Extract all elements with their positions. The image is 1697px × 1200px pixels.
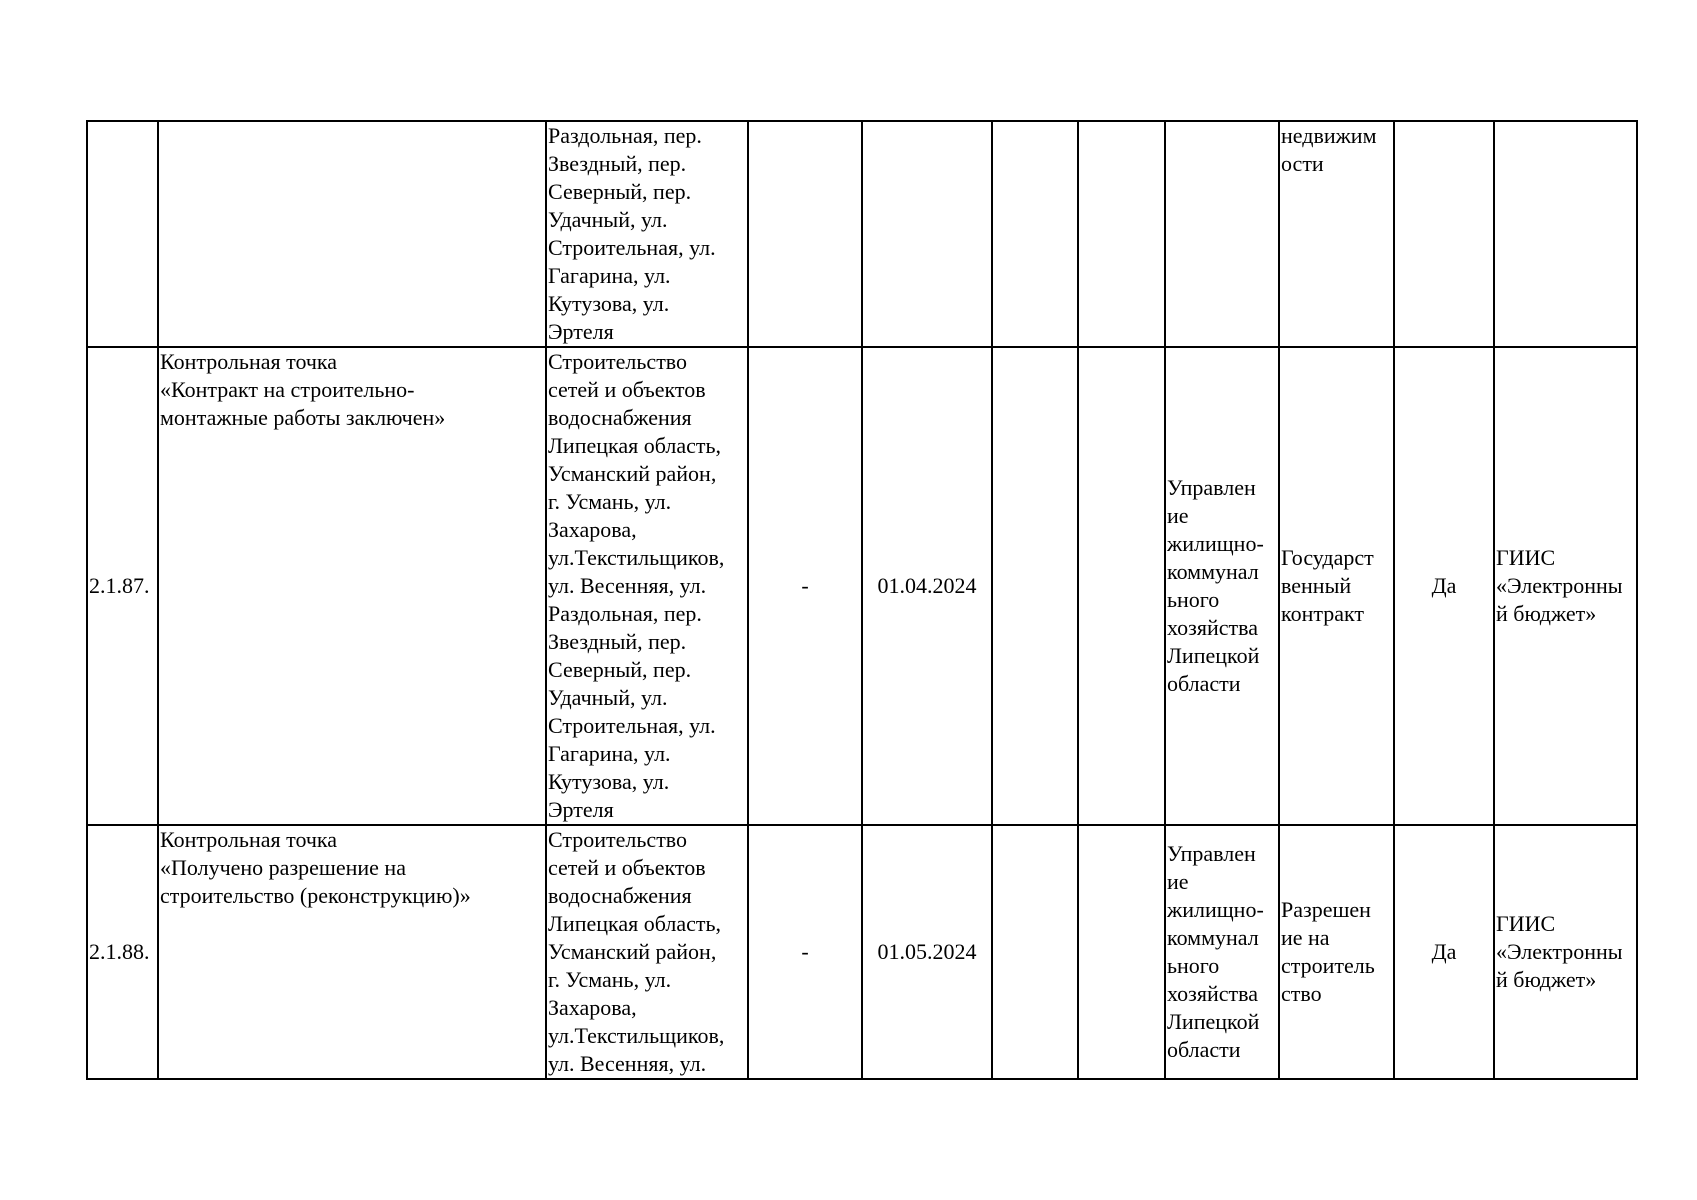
cell-responsible-line: хозяйства xyxy=(1167,615,1258,640)
cell-address-line: г. Усмань, ул. xyxy=(548,489,672,514)
cell-address-line: Усманский район, xyxy=(548,461,717,486)
cell-flag: Да xyxy=(1394,825,1494,1079)
cell-address-line: ул. Весенняя, ул. xyxy=(548,1051,707,1076)
cell-address-line: водоснабжения xyxy=(548,883,692,908)
cell-start-date xyxy=(748,121,862,347)
cell-title-line: Контрольная точка xyxy=(160,349,338,374)
cell-flag: Да xyxy=(1394,347,1494,825)
cell-document xyxy=(1279,347,1394,825)
cell-address-line: г. Усмань, ул. xyxy=(548,967,672,992)
cell-responsible-line: ие xyxy=(1167,503,1189,528)
cell-responsible-line: ие xyxy=(1167,869,1189,894)
cell-system-line: й бюджет» xyxy=(1496,601,1597,626)
cell-number: 2.1.87. xyxy=(87,347,158,825)
cell-system-line: ГИИС xyxy=(1496,545,1556,570)
cell-title-line: «Контракт на строительно- xyxy=(160,377,415,402)
cell-address-line: Эртеля xyxy=(548,319,614,344)
cell-document-line: венный xyxy=(1281,573,1352,598)
cell-address-line: Звездный, пер. xyxy=(548,151,687,176)
cell-address-line: Липецкая область, xyxy=(548,911,722,936)
table-row xyxy=(87,121,1637,347)
cell-system xyxy=(1494,347,1637,825)
cell-empty-7 xyxy=(1078,825,1165,1079)
cell-address-line: Раздольная, пер. xyxy=(548,123,702,148)
cell-start-date: - xyxy=(748,825,862,1079)
cell-address xyxy=(546,347,748,825)
cell-address-line: Усманский район, xyxy=(548,939,717,964)
cell-address-line: Звездный, пер. xyxy=(548,629,687,654)
cell-title xyxy=(158,121,546,347)
cell-responsible-line: коммунал xyxy=(1167,559,1259,584)
cell-address-line: Раздольная, пер. xyxy=(548,601,702,626)
cell-responsible xyxy=(1165,347,1279,825)
cell-address-line: Строительная, ул. xyxy=(548,713,716,738)
cell-address-line: Захарова, xyxy=(548,995,637,1020)
cell-empty-6 xyxy=(992,347,1078,825)
cell-title-line: монтажные работы заключен» xyxy=(160,405,446,430)
cell-system xyxy=(1494,121,1637,347)
cell-responsible-line: Липецкой xyxy=(1167,1009,1260,1034)
cell-number: 2.1.88. xyxy=(87,825,158,1079)
cell-address xyxy=(546,825,748,1079)
cell-responsible-line: Липецкой xyxy=(1167,643,1260,668)
cell-system-line: «Электронны xyxy=(1496,939,1623,964)
table-row xyxy=(87,825,1637,1079)
cell-responsible-line: хозяйства xyxy=(1167,981,1258,1006)
table-row xyxy=(87,347,1637,825)
cell-system-line: «Электронны xyxy=(1496,573,1623,598)
cell-system-line: й бюджет» xyxy=(1496,967,1597,992)
cell-title xyxy=(158,825,546,1079)
cell-responsible xyxy=(1165,825,1279,1079)
cell-responsible-line: коммунал xyxy=(1167,925,1259,950)
cell-address-line: ул.Текстильщиков, xyxy=(548,1023,725,1048)
cell-start-date: - xyxy=(748,347,862,825)
cell-address-line: Гагарина, ул. xyxy=(548,263,671,288)
cell-document-line: контракт xyxy=(1281,601,1365,626)
cell-address-line: ул.Текстильщиков, xyxy=(548,545,725,570)
cell-number xyxy=(87,121,158,347)
cell-address-line: Липецкая область, xyxy=(548,433,722,458)
cell-address-line: Кутузова, ул. xyxy=(548,769,670,794)
cell-address xyxy=(546,121,748,347)
cell-empty-7 xyxy=(1078,347,1165,825)
cell-document-line: недвижим xyxy=(1281,123,1377,148)
cell-responsible-line: жилищно- xyxy=(1167,531,1264,556)
cell-title xyxy=(158,347,546,825)
cell-document xyxy=(1279,825,1394,1079)
cell-system-line: ГИИС xyxy=(1496,911,1556,936)
cell-responsible-line: области xyxy=(1167,1037,1241,1062)
cell-address-line: Северный, пер. xyxy=(548,179,692,204)
table-body xyxy=(87,121,1637,1079)
cell-address-line: сетей и объектов xyxy=(548,855,706,880)
cell-empty-6 xyxy=(992,121,1078,347)
cell-title-line: «Получено разрешение на xyxy=(160,855,406,880)
cell-responsible-line: ьного xyxy=(1167,587,1220,612)
cell-responsible xyxy=(1165,121,1279,347)
cell-address-line: Эртеля xyxy=(548,797,614,822)
cell-address-line: Кутузова, ул. xyxy=(548,291,670,316)
cell-address-line: Удачный, ул. xyxy=(548,207,668,232)
cell-responsible-line: жилищно- xyxy=(1167,897,1264,922)
cell-address-line: Гагарина, ул. xyxy=(548,741,671,766)
cell-end-date: 01.04.2024 xyxy=(862,347,992,825)
cell-address-line: Строительная, ул. xyxy=(548,235,716,260)
cell-title-line: строительство (реконструкцию)» xyxy=(160,883,471,908)
cell-document-line: Разрешен xyxy=(1281,897,1371,922)
cell-document-line: ство xyxy=(1281,981,1322,1006)
cell-flag xyxy=(1394,121,1494,347)
cell-document-line: ие на xyxy=(1281,925,1330,950)
cell-address-line: Захарова, xyxy=(548,517,637,542)
cell-document xyxy=(1279,121,1394,347)
cell-address-line: Северный, пер. xyxy=(548,657,692,682)
cell-system xyxy=(1494,825,1637,1079)
cell-responsible-line: Управлен xyxy=(1167,841,1256,866)
cell-title-line: Контрольная точка xyxy=(160,827,338,852)
cell-empty-7 xyxy=(1078,121,1165,347)
cell-responsible-line: Управлен xyxy=(1167,475,1256,500)
cell-address-line: Удачный, ул. xyxy=(548,685,668,710)
cell-address-line: Строительство xyxy=(548,827,688,852)
cell-address-line: Строительство xyxy=(548,349,688,374)
schedule-table xyxy=(86,120,1638,1080)
cell-address-line: ул. Весенняя, ул. xyxy=(548,573,707,598)
cell-address-line: сетей и объектов xyxy=(548,377,706,402)
cell-empty-6 xyxy=(992,825,1078,1079)
cell-end-date: 01.05.2024 xyxy=(862,825,992,1079)
cell-responsible-line: ьного xyxy=(1167,953,1220,978)
cell-end-date xyxy=(862,121,992,347)
cell-document-line: строитель xyxy=(1281,953,1375,978)
cell-document-line: Государст xyxy=(1281,545,1374,570)
cell-responsible-line: области xyxy=(1167,671,1241,696)
cell-address-line: водоснабжения xyxy=(548,405,692,430)
cell-document-line: ости xyxy=(1281,151,1324,176)
